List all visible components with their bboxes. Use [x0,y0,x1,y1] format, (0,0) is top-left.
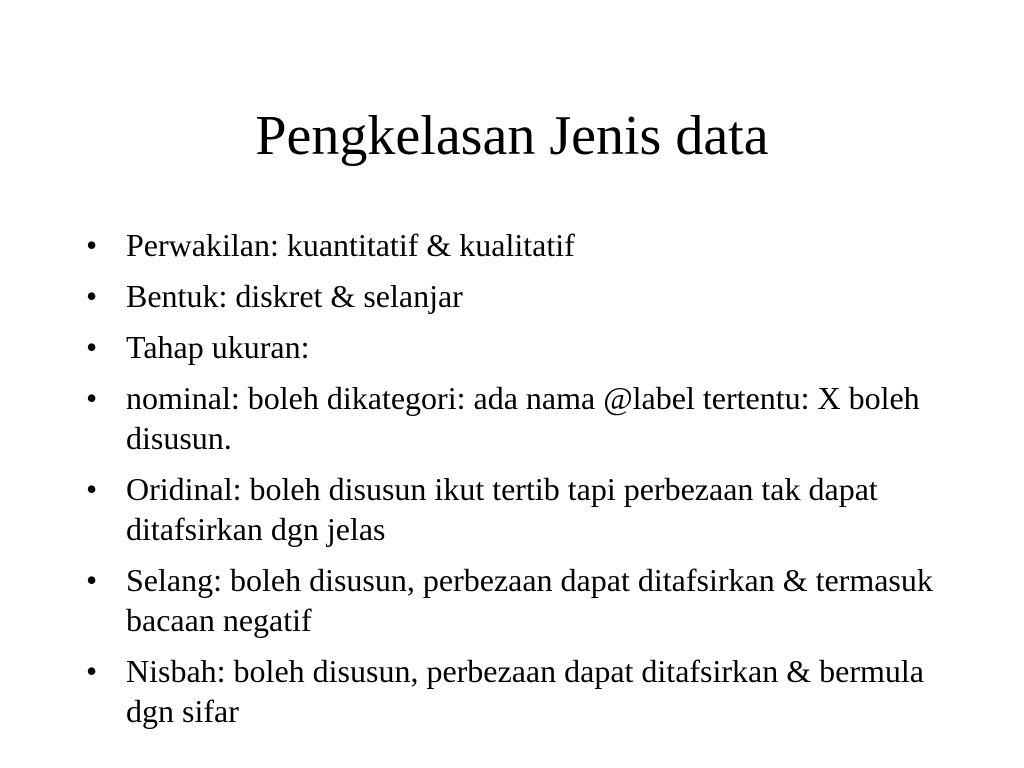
bullet-icon: • [86,278,98,314]
bullet-icon: • [86,471,98,507]
bullet-item [86,378,966,458]
bullet-text: Bentuk: diskret & selanjar [126,278,463,314]
bullet-icon: • [86,380,98,416]
bullet-icon: • [86,562,98,598]
bullet-text: nominal: boleh dikategori: ada nama @label tertentu: X boleh disusun. [126,380,920,456]
bullet-item [86,327,966,367]
bullet-icon: • [86,653,98,689]
bullet-item [86,225,966,265]
bullet-text: Selang: boleh disusun, perbezaan dapat ditafsirkan & termasuk bacaan negatif [126,562,933,638]
bullet-icon: • [86,329,98,365]
bullet-list [86,225,966,742]
bullet-text: Perwakilan: kuantitatif & kualitatif [126,227,575,263]
bullet-text: Nisbah: boleh disusun, perbezaan dapat ditafsirkan & bermula dgn sifar [126,653,924,729]
slide-title: Pengkelasan Jenis data [255,105,769,167]
bullet-text: Oridinal: boleh disusun ikut tertib tapi perbezaan tak dapat ditafsirkan dgn jelas [126,471,878,547]
bullet-item [86,651,966,731]
bullet-icon: • [86,227,98,263]
bullet-text: Tahap ukuran: [126,329,310,365]
bullet-item [86,276,966,316]
bullet-item [86,469,966,549]
bullet-item [86,560,966,640]
